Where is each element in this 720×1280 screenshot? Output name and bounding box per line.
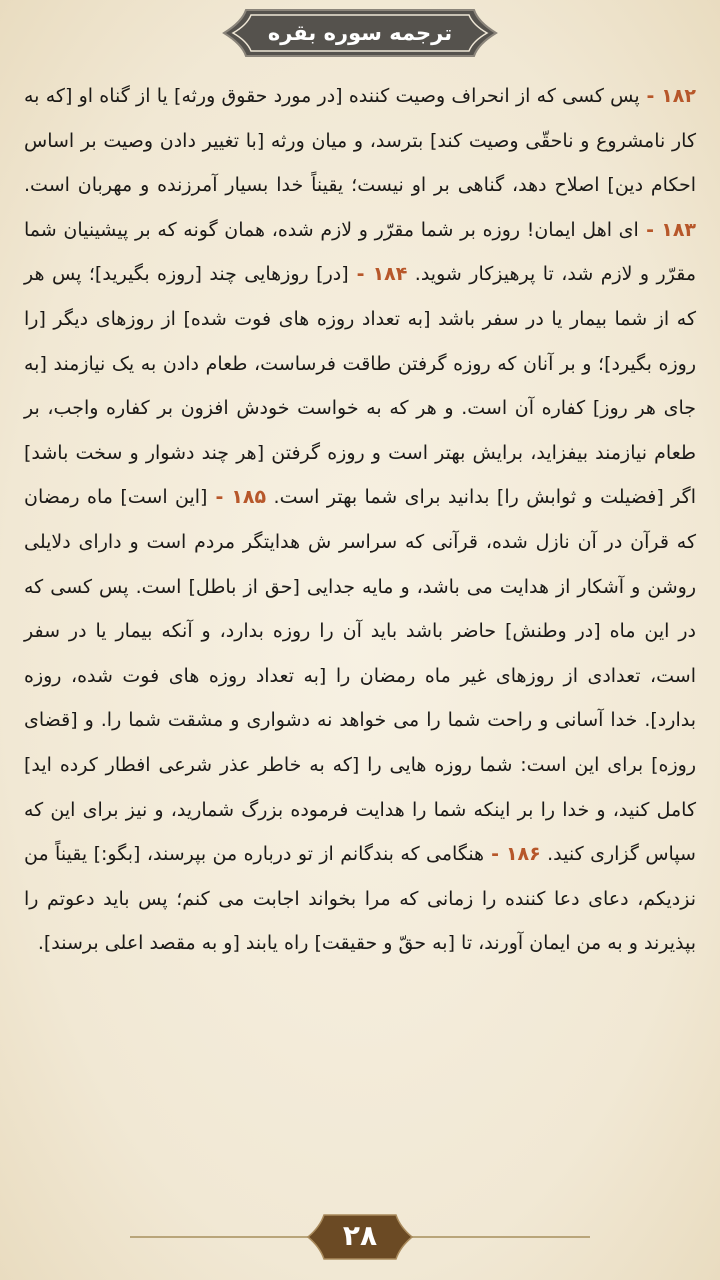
- header-banner: [222, 8, 498, 58]
- verse-separator: -: [638, 218, 662, 241]
- verse-number: ۱۸۴: [372, 263, 408, 286]
- verse-184: [24, 263, 696, 508]
- page-number: ۲۸: [342, 1219, 378, 1252]
- verse-separator: -: [639, 85, 662, 107]
- verse-text: هنگامی که بندگانم از تو درباره من بپرسند، [بگو:] یقیناً من نزدیکم، دعای دعا کننده را زمانی که مرا بخواند اجابت می کنم؛ پس باید دعوتم را بپذیرند و به من ایمان آورند، تا [به حقّ و حقیقت] راه یابند [و به مقصد اعلی برسند].: [24, 843, 696, 955]
- footer-divider-left: [130, 1236, 310, 1238]
- verse-text: ای اهل ایمان! روزه بر شما مقرّر و لازم شده، همان گونه که بر پیشینیان شما مقرّر و لازم شد، تا پرهیزکار شوید.: [24, 218, 696, 286]
- verse-number: ۱۸۳: [661, 218, 697, 241]
- page-footer: [0, 1212, 720, 1262]
- verse-separator: -: [484, 843, 506, 866]
- verse-number: ۱۸۲: [661, 85, 696, 107]
- verse-separator: -: [207, 486, 232, 509]
- translation-text: [24, 74, 696, 966]
- verse-number: ۱۸۵: [231, 486, 267, 509]
- page-title: ترجمه سوره بقره: [267, 21, 453, 45]
- verse-182: [24, 85, 696, 196]
- verse-number: ۱۸۶: [505, 843, 541, 866]
- verse-text: [در] روزهایی چند [روزه بگیرید]؛ پس هر که از شما بیمار یا در سفر باشد [به تعداد روزه های فوت شده] از روزهای دیگر [را روزه بگیرد]؛ و بر آنان که روزه گرفتن طاقت فرساست، طعام دادن به یک نیازمند [به جای هر روز] کفاره آن است. و هر که به خواست خودش افزون بر کفاره واجب، بر طعام نیازمند بیفزاید، برایش بهتر است و روزه گرفتن [هر چند دشوار و سخت باشد] اگر [فضیلت و ثوابش را] بدانید برای شما بهتر است.: [24, 263, 696, 509]
- verse-separator: -: [348, 263, 373, 286]
- footer-divider-right: [410, 1236, 590, 1238]
- verse-text: پس کسی که از انحراف وصیت کننده [در مورد حقوق ورثه] یا از گناه او [که به کار نامشروع و ناحقّی وصیت کند] بترسد، و میان ورثه [با تغییر دادن وصیت بر اساس احکام دین] اصلاح دهد، گناهی بر او نیست؛ یقیناً خدا بسیار آمرزنده و مهربان است.: [24, 85, 696, 197]
- verse-text: [این است] ماه رمضان که قرآن در آن نازل شده، قرآنی که سراسر ش هدایتگر مردم است و دارای دلایلی روشن و آشکار از هدایت می باشد، و مایه جدایی [حق از باطل] است. پس کسی که در این ماه [در وطنش] حاضر باشد باید آن را روزه بدارد، و آنکه بیمار یا در سفر است، تعدادی از روزهای غیر ماه رمضان را [به تعداد روزه های فوت شده، روزه بدارد]. خدا آسانی و راحت شما را می خواهد نه دشواری و مشقت شما را. و [قضای روزه] برای این است: شما روزه هایی را [که به خاطر عذر شرعی افطار کرده اید] کامل کنید، و خدا را بر اینکه شما را هدایت فرموده بزرگ شمارید، و نیز برای این که سپاس گزاری کنید.: [24, 486, 696, 866]
- verse-185: [24, 486, 696, 865]
